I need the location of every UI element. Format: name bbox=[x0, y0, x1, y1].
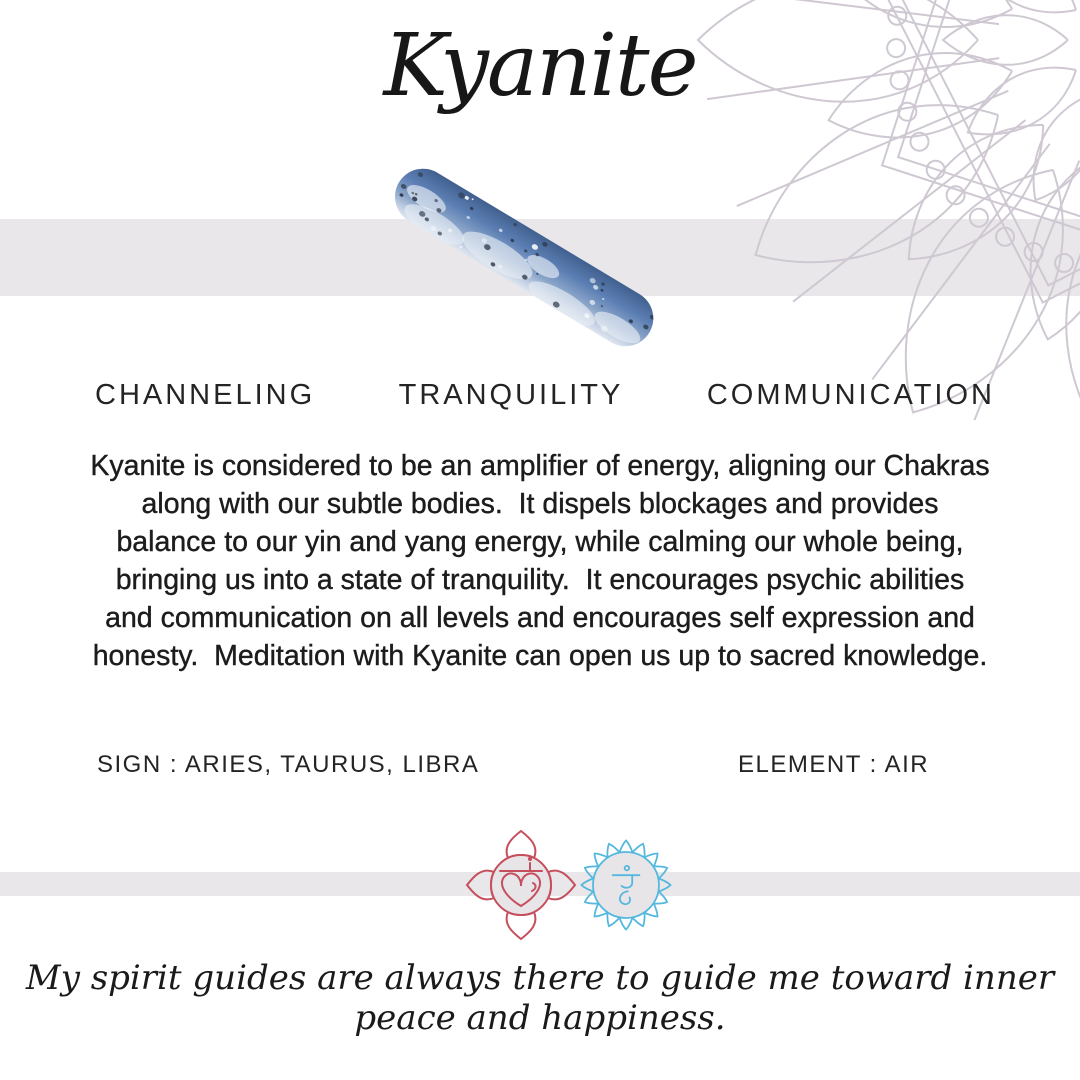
keywords-row bbox=[95, 379, 995, 412]
keyword-communication: COMMUNICATION bbox=[706, 379, 995, 411]
keyword-channeling: CHANNELING bbox=[95, 379, 316, 411]
page-title: Kyanite bbox=[383, 16, 697, 116]
throat-chakra-icon bbox=[577, 836, 675, 934]
affirmation-text: My spirit guides are always there to guide me toward inner peace and happiness. bbox=[25, 958, 1055, 1038]
root-chakra-icon bbox=[465, 829, 577, 941]
kyanite-stone-image bbox=[370, 158, 680, 358]
keyword-tranquility: TRANQUILITY bbox=[398, 379, 624, 411]
description-text: Kyanite is considered to be an amplifier of energy, aligning our Chakras along with our subtle bodies. It dispels blockages and provides balance to our yin and yang energy, while calming our whole being, bringing us into a state of tranquility. It encourages psychic abilities and communication on all levels and encourages self expression and honesty. Meditation with Kyanite can open us up to sacred knowledge. bbox=[90, 450, 998, 672]
zodiac-sign-label: SIGN : ARIES, TAURUS, LIBRA bbox=[97, 751, 480, 778]
element-label: ELEMENT : AIR bbox=[738, 751, 930, 778]
